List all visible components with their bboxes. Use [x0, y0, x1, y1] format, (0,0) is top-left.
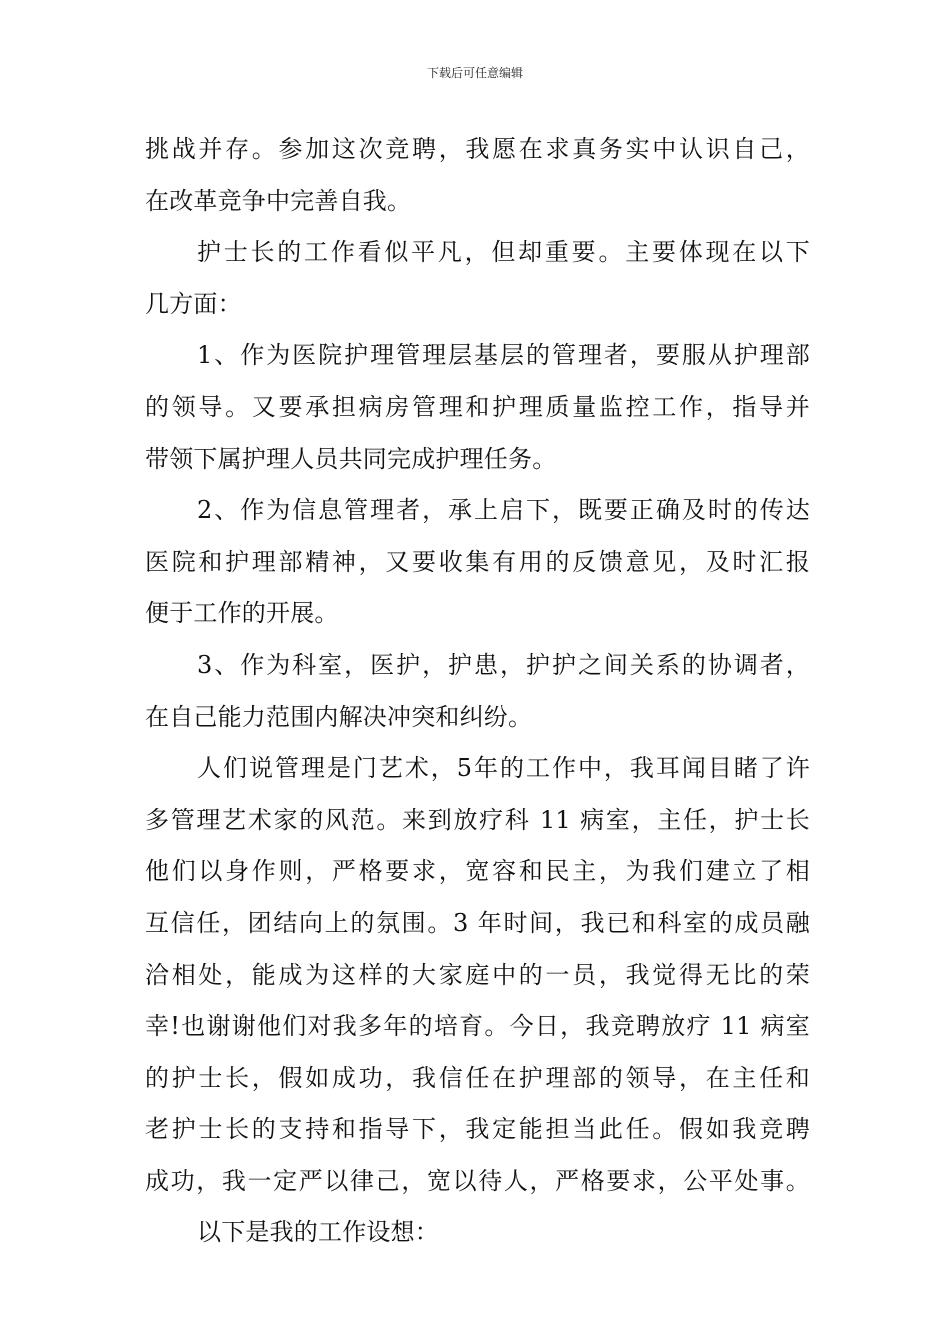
text-line: 以下是我的工作设想： [197, 1218, 439, 1247]
text-line: 多管理艺术家的风范。来到放疗科 11 病室，主任，护士长 [145, 805, 810, 834]
text-line: 在改革竞争中完善自我。 [145, 186, 412, 215]
text-line: 2、作为信息管理者，承上启下，既要正确及时的传达 [197, 496, 810, 525]
text-line: 医院和护理部精神，又要收集有用的反馈意见，及时汇报 [145, 547, 810, 576]
page-header: 下载后可任意编辑 [426, 66, 523, 80]
text-line: 幸!也谢谢他们对我多年的培育。今日，我竞聘放疗 11 病室 [145, 1012, 810, 1041]
text-line: 洽相处，能成为这样的大家庭中的一员，我觉得无比的荣 [145, 960, 810, 989]
text-line: 老护士长的支持和指导下，我定能担当此任。假如我竞聘 [145, 1115, 810, 1144]
text-line: 挑战并存。参加这次竞聘，我愿在求真务实中认识自己， [145, 135, 810, 163]
text-line: 在自己能力范围内解决冲突和纠纷。 [145, 702, 533, 731]
text-line: 护士长的工作看似平凡，但却重要。主要体现在以下 [197, 238, 810, 267]
text-line: 他们以身作则，严格要求，宽容和民主，为我们建立了相 [145, 857, 810, 886]
document-body [145, 124, 810, 1259]
text-line: 的领导。又要承担病房管理和护理质量监控工作，指导并 [145, 392, 810, 421]
text-line: 1、作为医院护理管理层基层的管理者，要服从护理部 [197, 341, 810, 370]
text-line: 的护士长，假如成功，我信任在护理部的领导，在主任和 [145, 1063, 810, 1092]
text-line: 带领下属护理人员共同完成护理任务。 [145, 444, 557, 473]
text-line: 便于工作的开展。 [145, 599, 339, 628]
text-line: 成功，我一定严以律己，宽以待人，严格要求，公平处事。 [145, 1166, 810, 1195]
text-line: 人们说管理是门艺术，5年的工作中，我耳闻目睹了许 [197, 754, 810, 783]
text-line: 3、作为科室，医护，护患，护护之间关系的协调者， [197, 650, 810, 679]
text-line: 几方面： [145, 289, 242, 318]
text-line: 互信任，团结向上的氛围。3 年时间，我已和科室的成员融 [145, 908, 810, 937]
